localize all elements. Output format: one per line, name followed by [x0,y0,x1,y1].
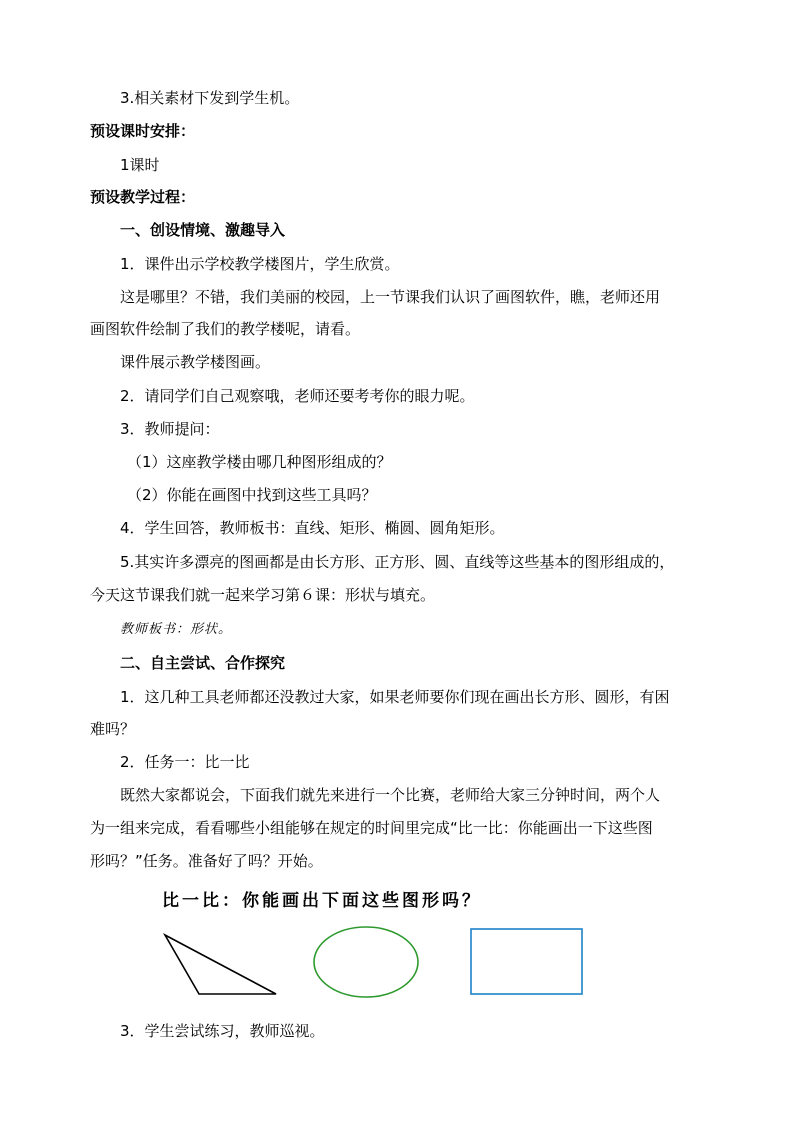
text-line-2-step-1a: 1．这几种工具老师都还没教过大家，如果老师要你们现在画出长方形、圆形，有困 [120,688,670,706]
text-line-question-1: （1）这座教学楼由哪几种图形组成的？ [127,453,392,471]
text-line-task-1: 2．任务一：比一比 [120,753,250,771]
triangle-shape [165,935,276,994]
text-line-question-2: （2）你能在画图中找到这些工具吗？ [127,486,377,504]
text-line-step-5a: 5.其实许多漂亮的图画都是由长方形、正方形、圆、直线等这些基本的图形组成的， [120,553,675,571]
text-line-step-3: 3．教师提问： [120,420,220,438]
text-line-2-step-1b: 难吗？ [90,720,136,738]
heading-teaching-process: 预设教学过程： [90,188,196,206]
text-line-para-2c: 形吗？”任务。准备好了吗？开始。 [90,852,323,870]
ellipse-shape [314,927,418,997]
text-line-materials: 3.相关素材下发到学生机。 [120,89,300,107]
text-line-step-4: 4．学生回答，教师板书：直线、矩形、椭圆、圆角矩形。 [120,519,505,537]
section-heading-1: 一、创设情境、激趣导入 [120,221,286,239]
text-line-one-period: 1课时 [120,156,160,174]
section-heading-2: 二、自主尝试、合作探究 [120,654,286,672]
text-line-board-note: 教师板书：形状。 [120,622,233,637]
text-line-para-1b: 画图软件绘制了我们的教学楼呢，请看。 [90,320,361,338]
text-line-step-5b: 今天这节课我们就一起来学习第６课：形状与填充。 [90,586,436,604]
rectangle-shape [471,929,582,994]
text-line-para-1a: 这是哪里？不错，我们美丽的校园，上一节课我们认识了画图软件，瞧，老师还用 [120,288,661,306]
figure-caption: 比一比：你能画出下面这些图形吗？ [162,891,482,911]
text-line-para-2a: 既然大家都说会，下面我们就先来进行一个比赛，老师给大家三分钟时间，两个人 [120,786,661,804]
text-line-step-2: 2．请同学们自己观察哦，老师还要考考你的眼力呢。 [120,387,475,405]
text-line-para-2b: 为一组来完成，看看哪些小组能够在规定的时间里完成“比一比：你能画出一下这些图 [90,819,653,837]
text-line-step-1: 1．课件出示学校教学楼图片，学生欣赏。 [120,255,400,273]
heading-lesson-schedule: 预设课时安排： [90,122,196,140]
text-line-courseware: 课件展示教学楼图画。 [120,353,271,371]
text-line-step-3-practice: 3．学生尝试练习，教师巡视。 [120,1022,325,1040]
